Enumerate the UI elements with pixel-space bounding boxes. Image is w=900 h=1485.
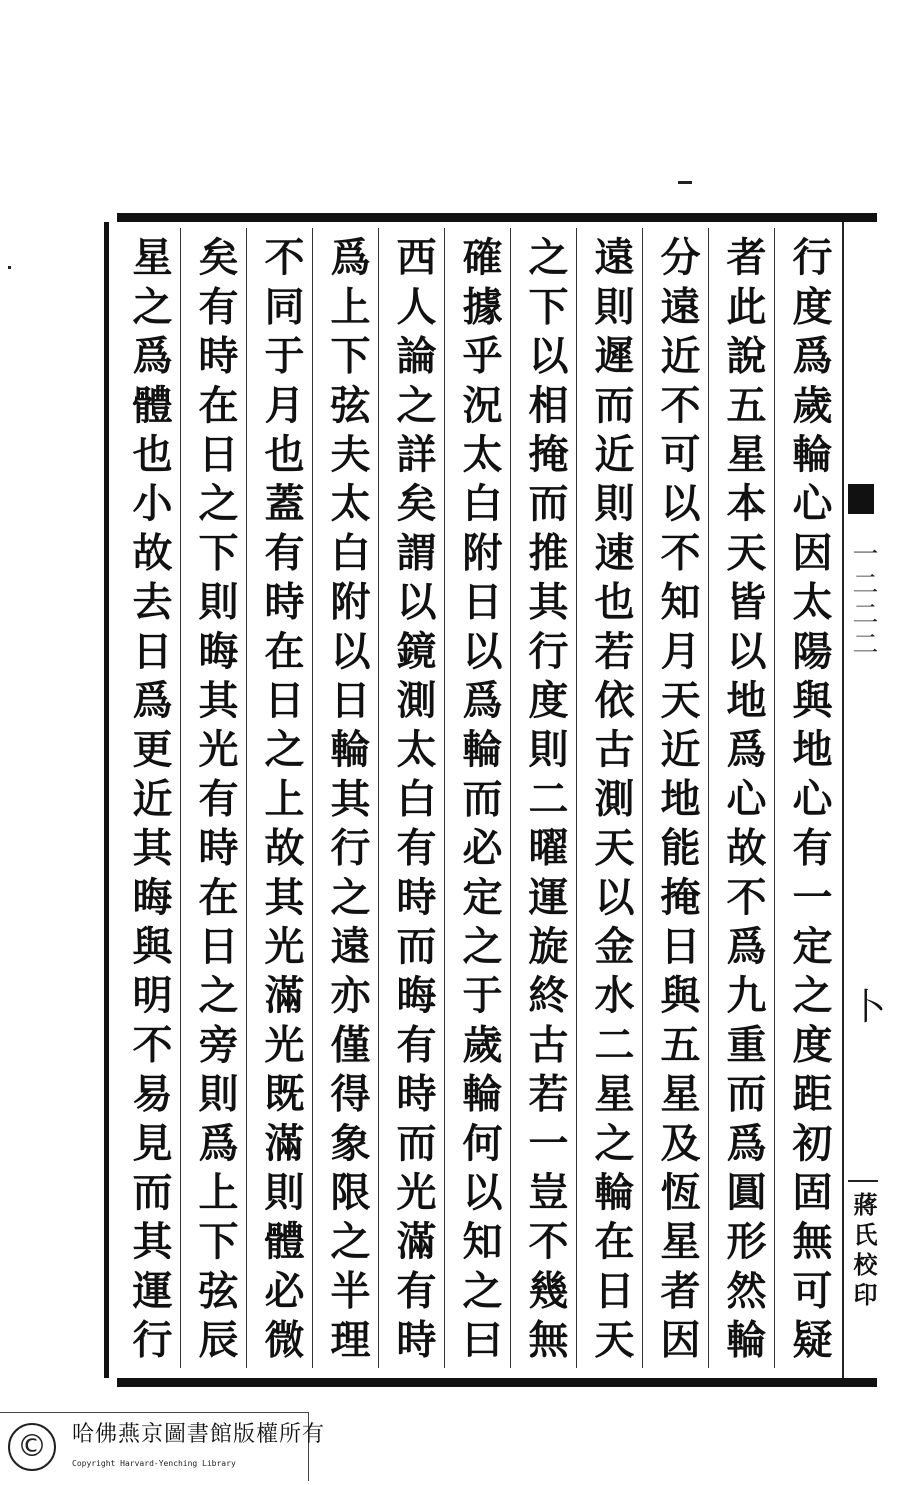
text-column-9: 不同于月也蓋有時在日之上故其光滿光既滿則體必微	[258, 236, 305, 1368]
column-divider	[774, 228, 775, 1368]
publisher-imprint: 蔣氏校印	[849, 1192, 878, 1312]
top-border-rule	[117, 213, 877, 222]
folio-marks: 一二二二	[848, 540, 878, 660]
fish-tail-mark	[848, 484, 874, 514]
text-column-4: 遠則遲而近則速也若依古測天以金水二星之輪在日天	[588, 236, 635, 1368]
text-column-10: 矣有時在日之下則晦其光有時在日之旁則爲上下弦辰	[192, 236, 239, 1368]
column-divider	[246, 228, 247, 1368]
copyright-stamp	[0, 1412, 326, 1481]
column-divider	[510, 228, 511, 1368]
text-column-3: 分遠近不可以不知月天近地能掩日與五星及恆星者因	[654, 236, 701, 1368]
ink-speck	[678, 181, 692, 184]
text-column-2: 者此說五星本天皆以地爲心故不爲九重而爲圓形然輪	[720, 236, 767, 1368]
text-column-11: 星之爲體也小故去日爲更近其晦與明不易見而其運行	[126, 236, 173, 1368]
text-column-5: 之下以相掩而推其行度則二曜運旋終古若一豈不幾無	[522, 236, 569, 1368]
copyright-english-text: Copyright Harvard-Yenching Library	[72, 1459, 236, 1468]
copyright-icon: ©	[8, 1423, 56, 1471]
column-divider	[576, 228, 577, 1368]
text-column-6: 確據乎況太白附日以爲輪而必定之于歲輪何以知之曰	[456, 236, 503, 1368]
copyright-chinese-text: 哈佛燕京圖書館版權所有	[72, 1422, 326, 1447]
right-border-rule	[842, 222, 844, 1378]
imprint-rule	[848, 1180, 878, 1182]
text-column-7: 西人論之詳矣謂以鏡測太白有時而晦有時而光滿有時	[390, 236, 437, 1368]
column-divider	[444, 228, 445, 1368]
left-border-rule	[104, 222, 109, 1378]
column-divider	[312, 228, 313, 1368]
column-divider	[378, 228, 379, 1368]
ink-speck	[8, 266, 11, 269]
column-divider	[180, 228, 181, 1368]
page-number: 卜	[850, 987, 887, 1028]
column-divider	[708, 228, 709, 1368]
text-column-1: 行度爲歲輪心因太陽與地心有一定之度距初固無可疑	[786, 236, 833, 1368]
text-column-8: 爲上下弦夫太白附以日輪其行之遠亦僅得象限之半理	[324, 236, 371, 1368]
column-divider	[642, 228, 643, 1368]
bottom-border-rule	[117, 1378, 877, 1387]
